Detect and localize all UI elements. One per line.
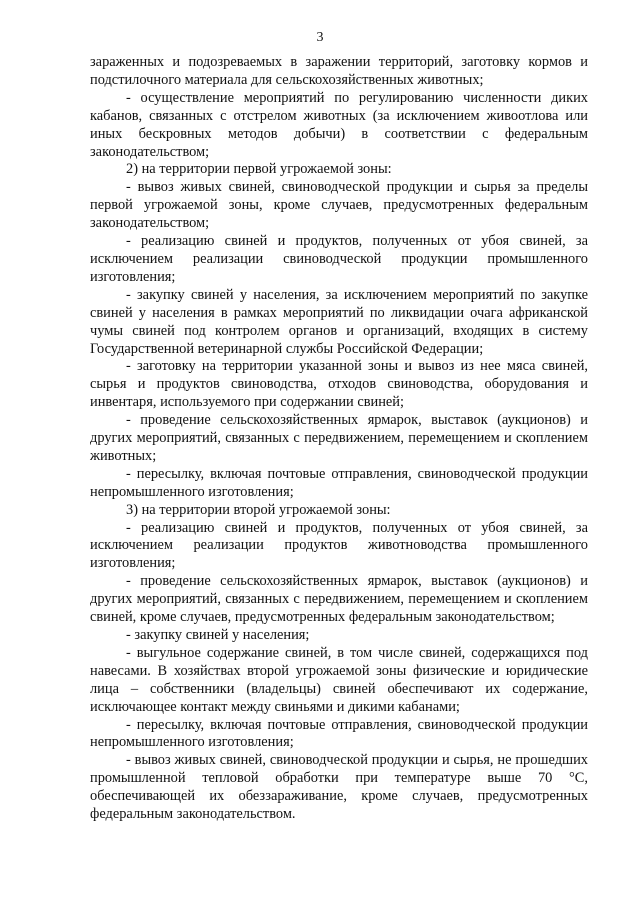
- paragraph-export-untreated-products: - вывоз живых свиней, свиноводческой продукции и сырья, не прошедших промышленной тепловой обработки при температуре выше 70 °С, обеспечивающей их обеззараживание, кроме случаев, предусмотренных федеральным законодательством.: [90, 752, 588, 823]
- paragraph-sale-of-pigs: - реализацию свиней и продуктов, полученных от убоя свиней, за исключением реализации свиноводческой продукции промышленного изготовления;: [90, 233, 588, 285]
- heading-second-threatened-zone: 3) на территории второй угрожаемой зоны:: [126, 501, 391, 518]
- paragraph-continuation: зараженных и подозреваемых в заражении территорий, заготовку кормов и подстилочного материала для сельскохозяйственных животных;: [90, 54, 588, 88]
- paragraph-export-live-pigs: - вывоз живых свиней, свиноводческой продукции и сырья за пределы первой угрожаемой зоны, кроме случаев, предусмотренных федеральным законодательством;: [90, 179, 588, 232]
- paragraph-fairs-exhibitions-zone2: - проведение сельскохозяйственных ярмарок, выставок (аукционов) и других мероприятий, связанных с передвижением, перемещением и скоплением свиней, кроме случаев, предусмотренных федеральным законодательством;: [90, 573, 588, 626]
- paragraph-fairs-exhibitions: - проведение сельскохозяйственных ярмарок, выставок (аукционов) и других мероприятий, связанных с передвижением, перемещением и скоплением животных;: [90, 412, 588, 464]
- paragraph-sale-of-pigs-zone2: - реализацию свиней и продуктов, полученных от убоя свиней, за исключением реализации продуктов животноводства промышленного изготовления;: [90, 519, 588, 572]
- paragraph-boar-population-regulation: - осуществление мероприятий по регулированию численности диких кабанов, связанных с отстрелом животных (за исключением живоотлова или иных бескровных методов добычи) в соответствии с федеральным законодательством;: [90, 89, 588, 160]
- paragraph-postal-shipment: - пересылку, включая почтовые отправления, свиноводческой продукции непромышленного изготовления;: [90, 465, 588, 500]
- paragraph-purchase-from-population: - закупку свиней у населения, за исключением мероприятий по закупке свиней у населения в рамках мероприятий по ликвидации очага африканской чумы свиней под контролем органов и организаций, входящих в систему Государственной ветеринарной службы Российской Федерации;: [90, 286, 588, 357]
- paragraph-postal-shipment-zone2: - пересылку, включая почтовые отправления, свиноводческой продукции непромышленного изготовления;: [90, 716, 588, 751]
- page-number: 3: [316, 30, 324, 45]
- paragraph-purchase-zone2: - закупку свиней у населения;: [126, 627, 310, 643]
- paragraph-procurement-and-export: - заготовку на территории указанной зоны и вывоз из нее мяса свиней, сырья и продуктов свиноводства, отходов свиноводства, оборудования и инвентаря, используемого при содержании свиней;: [90, 358, 588, 411]
- heading-first-threatened-zone: 2) на территории первой угрожаемой зоны:: [126, 161, 392, 178]
- paragraph-free-range-keeping: - выгульное содержание свиней, в том числе свиней, содержащихся под навесами. В хозяйствах второй угрожаемой зоны физические и юридические лица – собственники (владельцы) свиней обеспечивают их содержание, исключающее контакт между свиньями и дикими кабанами;: [90, 644, 588, 715]
- document-body: [90, 54, 588, 824]
